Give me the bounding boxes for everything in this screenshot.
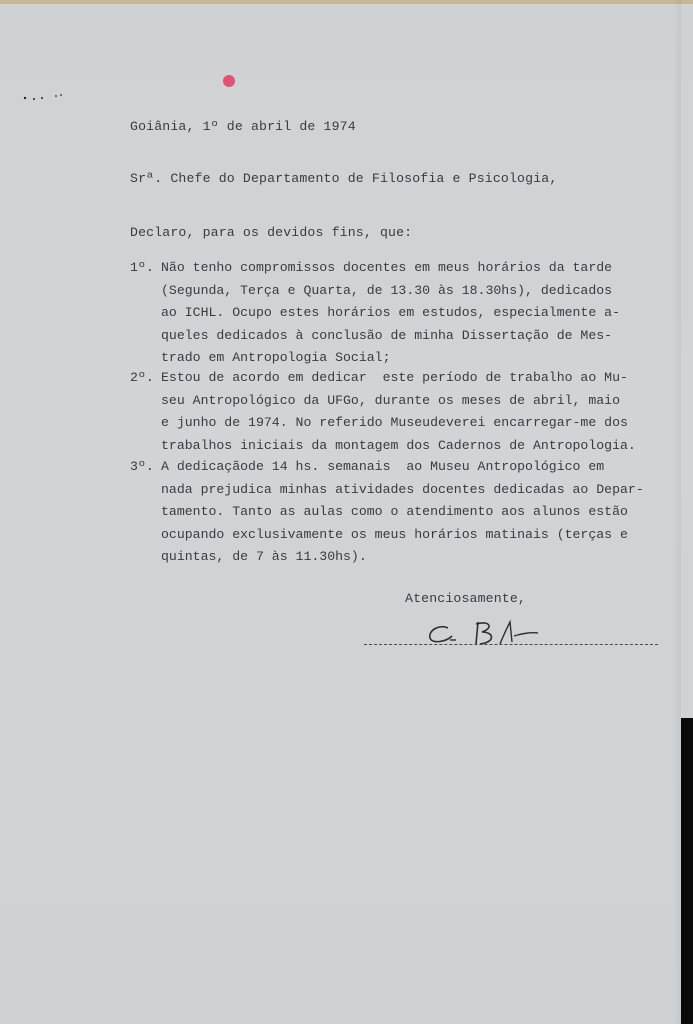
item-number: 1º. (130, 260, 154, 275)
item-line: e junho de 1974. No referido Museudeverei encarregar-me dos (161, 415, 628, 430)
item-body (161, 367, 636, 457)
item-line: tamento. Tanto as aulas como o atendimento aos alunos estão (161, 504, 628, 519)
item-line: A dedicaçãode 14 hs. semanais ao Museu Antropológico em (161, 459, 605, 474)
item-line: (Segunda, Terça e Quarta, de 13.30 às 18.30hs), dedicados (161, 282, 613, 298)
item-line: quintas, de 7 às 11.30hs). (161, 549, 367, 564)
item-number: 2º. (130, 370, 154, 385)
signature-line (364, 644, 658, 646)
item-line: Não tenho compromissos docentes em meus horários da tarde (161, 260, 613, 275)
paper-specks (22, 92, 72, 102)
item-line: nada prejudica minhas atividades docentes dedicadas ao Depar- (161, 481, 644, 497)
page-edge-shadow (673, 0, 681, 1024)
letter-date: Goiânia, 1º de abril de 1974 (130, 119, 356, 134)
item-line: ocupando exclusivamente os meus horários matinais (terças e (161, 526, 628, 542)
item-body (161, 257, 620, 370)
item-line: seu Antropológico da UFGo, durante os meses de abril, maio (161, 392, 620, 408)
letter-closing: Atenciosamente, (405, 591, 526, 606)
item-line: ao ICHL. Ocupo estes horários em estudos, especialmente a- (161, 305, 620, 320)
item-body (161, 456, 644, 569)
scan-edge-strip (681, 718, 693, 1024)
letter-recipient: Srª. Chefe do Departamento de Filosofia e Psicologia, (130, 171, 558, 186)
red-ink-mark (223, 75, 235, 87)
item-line: queles dedicados à conclusão de minha Dissertação de Mes- (161, 327, 613, 343)
paper-top-edge (0, 0, 693, 4)
item-line: trabalhos iniciais da montagem dos Cadernos de Antropologia. (161, 437, 636, 453)
item-number: 3º. (130, 459, 154, 474)
letter-intro: Declaro, para os devidos fins, que: (130, 225, 413, 240)
item-line: trado em Antropologia Social; (161, 350, 391, 365)
item-line: Estou de acordo em dedicar este período de trabalho ao Mu- (161, 370, 628, 385)
